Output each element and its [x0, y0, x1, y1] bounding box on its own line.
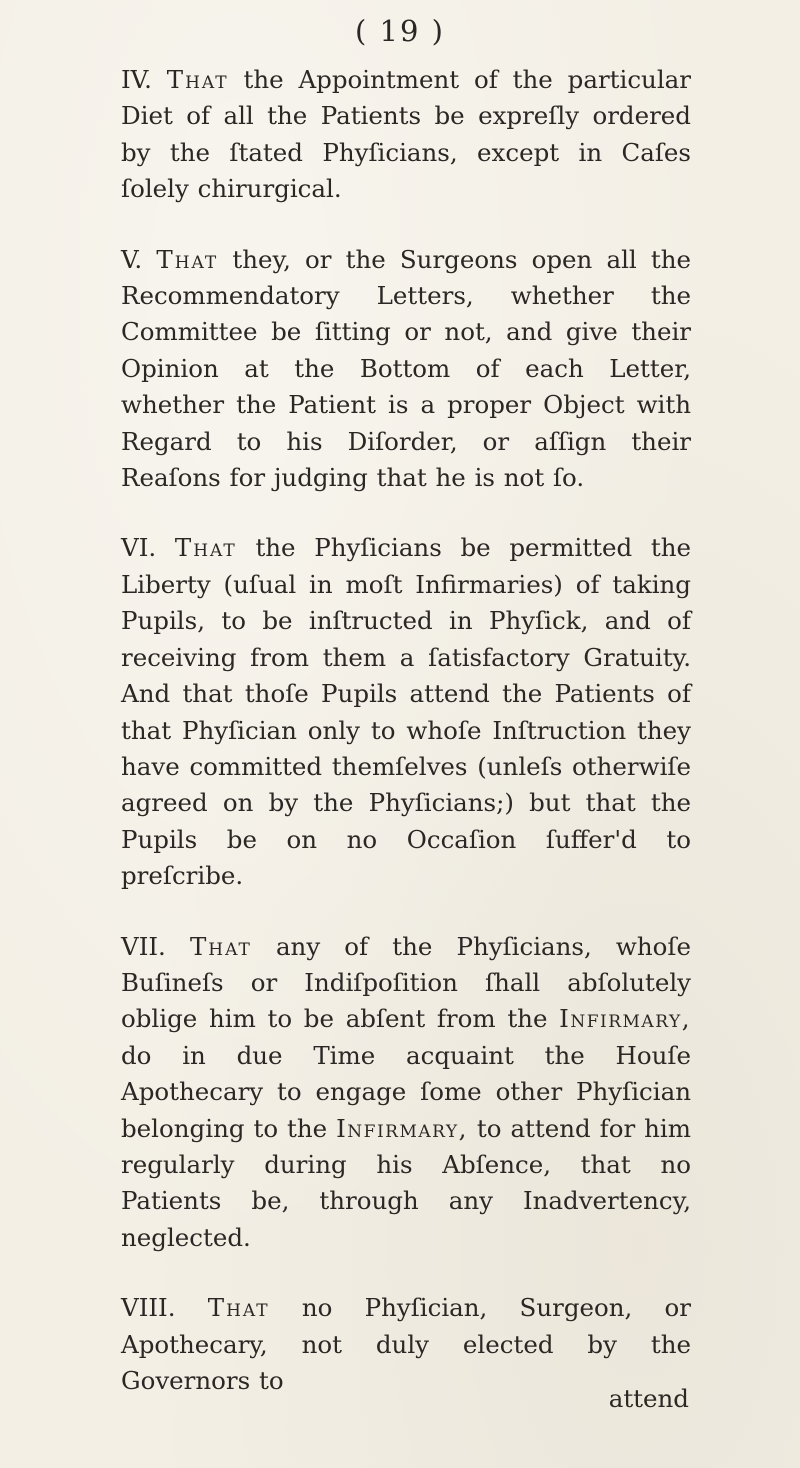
paragraph-text: to attend for him regularly during his Abſence, that no Patients be, through any Inadvertency, neglected.: [121, 1113, 691, 1252]
infirmary-term: Infirmary,: [559, 1004, 691, 1034]
paragraph-text: no Phyſician, Surgeon, or Apothecary, not duly elected by the Governors to: [121, 1293, 692, 1395]
section-numeral: V.: [121, 244, 143, 274]
catchword: attend: [608, 1384, 689, 1413]
paragraph-vi: [121, 530, 691, 894]
paragraph-vii: [121, 929, 691, 1257]
paragraph-text: they, or the Surgeons open all the Recommendatory Letters, whether the Committee be ſitting or not, and give their Opinion at the Bottom of each Letter, whether the Patient is a proper Object with Regard to his Diſorder, or aſſign their Reaſons for judging that he is not ſo.: [121, 244, 692, 493]
page-number: ( 19 ): [355, 14, 445, 48]
infirmary-term: Infirmary,: [336, 1113, 468, 1143]
section-numeral: VII.: [121, 931, 166, 961]
section-numeral: VIII.: [121, 1293, 176, 1323]
paragraph-text: any of the Phyſicians, whoſe Buſineſs or Indiſpoſition ſhall abſolutely oblige him to be abſent from the: [121, 931, 691, 1034]
paragraph-text: the Phyſicians be permitted the Liberty (uſual in moſt Infirmaries) of taking Pupils, to be inſtructed in Phyſick, and of receiving from them a ſatisfactory Gratuity. And that thoſe Pupils attend the Patients of that Phyſician only to whoſe Inſtruction they have committed themſelves (unleſs otherwiſe agreed on by the Phyſicians;) but that the Pupils be on no Occaſion ſuffer'd to preſcribe.: [121, 533, 691, 891]
lead-word: That: [207, 1293, 270, 1323]
paragraph-v: [121, 242, 691, 497]
paragraph-text: the Appointment of the particular Diet of all the Patients be expreſly ordered by the ſtated Phyſicians, except in Caſes ſolely chirurgical.: [121, 65, 691, 204]
lead-word: That: [189, 931, 252, 961]
paragraph-text: do in due Time acquaint the Houſe Apothecary to engage ſome other Phyſician belonging to the: [121, 1040, 691, 1143]
lead-word: That: [174, 533, 237, 563]
lead-word: That: [156, 244, 219, 274]
lead-word: That: [166, 65, 229, 94]
paragraph-viii: [121, 1290, 691, 1399]
paragraph-iv: [121, 62, 691, 208]
text-block: [121, 62, 691, 1433]
section-numeral: VI.: [121, 533, 157, 563]
section-numeral: IV.: [121, 65, 152, 94]
